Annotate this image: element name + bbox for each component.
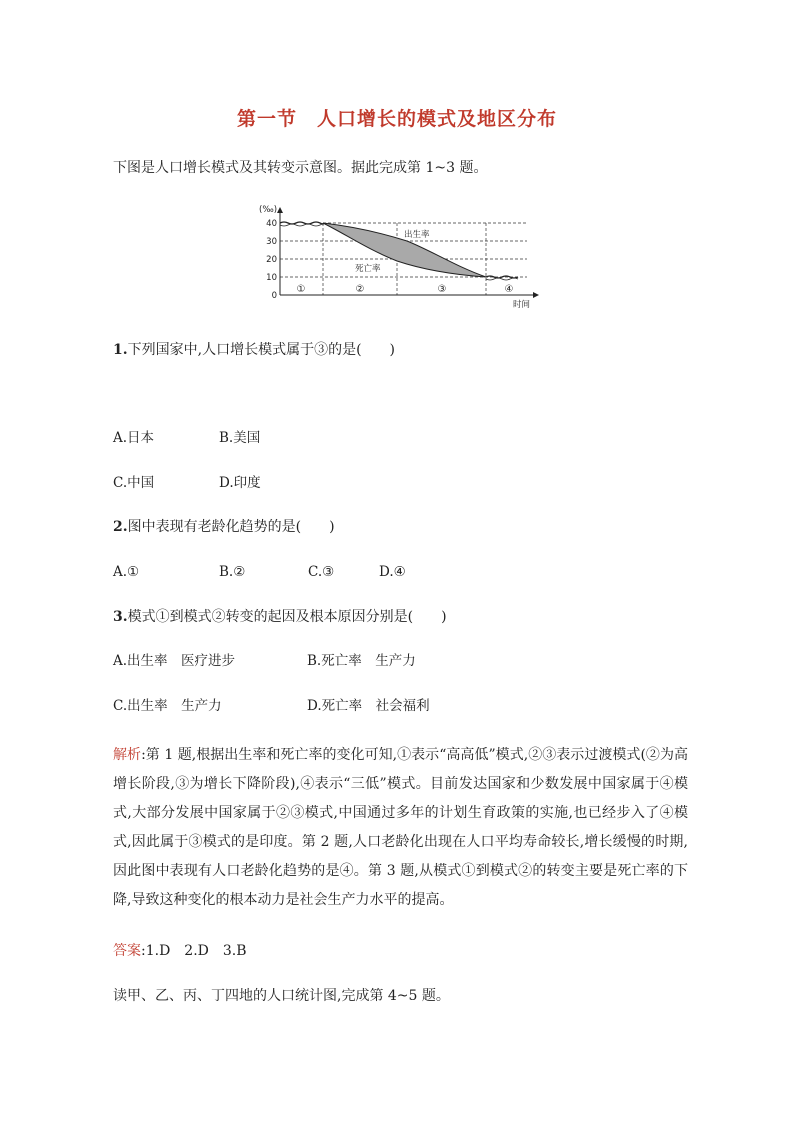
y-tick-label: 40 (266, 219, 277, 229)
y-tick-label: 20 (266, 255, 277, 265)
analysis-paragraph (113, 741, 688, 915)
population-transition-chart (257, 199, 547, 315)
stage-label: ② (355, 284, 365, 295)
page-title: 第一节 人口增长的模式及地区分布 (236, 108, 557, 130)
question-number: 1. (113, 342, 128, 358)
x-axis-label: 时间 (513, 300, 531, 310)
question-stem: 下列国家中,人口增长模式属于③的是( ) (127, 342, 395, 358)
answer-text: :1.D 2.D 3.B (141, 943, 247, 959)
option-c: C.出生率 生产力 (113, 698, 222, 714)
option-a: A.① (113, 564, 140, 580)
intro-text: 下图是人口增长模式及其转变示意图。据此完成第 1~3 题。 (113, 160, 488, 176)
option-b: B.② (219, 564, 246, 580)
stage-label: ③ (437, 284, 447, 295)
option-c: C.中国 (113, 475, 155, 491)
y-unit-label: (‰) (259, 205, 278, 215)
option-a: A.出生率 医疗进步 (113, 653, 236, 669)
question-stem: 模式①到模式②转变的起因及根本原因分别是( ) (127, 609, 447, 625)
option-b: B.美国 (219, 430, 261, 446)
option-a: A.日本 (113, 430, 155, 446)
answer-line (113, 941, 247, 961)
stage-label: ④ (504, 284, 514, 295)
x-axis-arrow (533, 292, 539, 298)
option-b: B.死亡率 生产力 (307, 653, 416, 669)
option-d: D.死亡率 社会福利 (307, 698, 430, 714)
question-3 (113, 607, 447, 627)
question-number: 2. (113, 519, 128, 535)
question-number: 3. (113, 609, 128, 625)
stage-label: ① (296, 284, 306, 295)
option-c: C.③ (308, 564, 335, 580)
answer-label: 答案 (113, 943, 141, 959)
next-intro-text: 读甲、乙、丙、丁四地的人口统计图,完成第 4~5 题。 (113, 988, 450, 1004)
question-2 (113, 517, 335, 537)
y-tick-label: 10 (266, 273, 277, 283)
y-tick-label: 30 (266, 237, 277, 247)
analysis-label: 解析 (113, 747, 142, 763)
series-label-death: 死亡率 (355, 264, 381, 274)
question-1 (113, 340, 395, 360)
option-d: D.④ (379, 564, 406, 580)
option-d: D.印度 (219, 475, 261, 491)
y-axis-arrow (277, 207, 283, 213)
stage1-wavy-line (280, 222, 323, 224)
series-label-birth: 出生率 (404, 230, 430, 240)
analysis-text: :第 1 题,根据出生率和死亡率的变化可知,①表示“高高低”模式,②③表示过渡模式(②为高增长阶段,③为增长下降阶段),④表示“三低”模式。目前发达国家和少数发展中国家属于④模式,大部分发展中国家属于②③模式,中国通过多年的计划生育政策的实施,也已经步入了④模式,因此属于③模式的是印度。第 2 题,人口老龄化出现在人口平均寿命较长,增长缓慢的时期,因此图中表现有人口老龄化趋势的是④。第 3 题,从模式①到模式②的转变主要是死亡率的下降,导致这种变化的根本动力是社会生产力水平的提高。 (113, 747, 688, 908)
y-tick-label: 0 (271, 291, 277, 301)
question-stem: 图中表现有老龄化趋势的是( ) (127, 519, 335, 535)
